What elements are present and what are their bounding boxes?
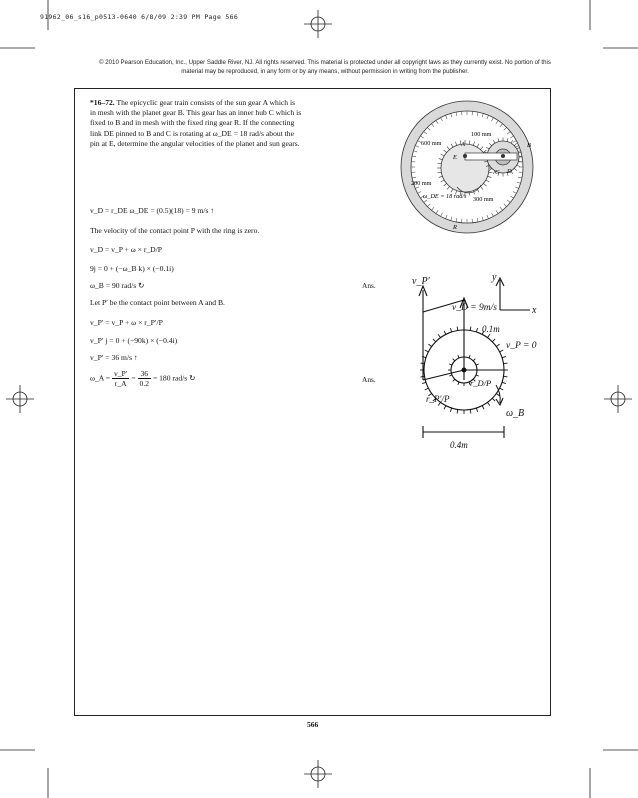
- gear-tooth: [488, 402, 490, 405]
- label-B: B: [527, 142, 531, 149]
- answer-label-2: Ans.: [362, 375, 376, 384]
- sketch-omega-b: ω_B: [506, 408, 525, 419]
- fraction-numerator-2: 36: [138, 369, 152, 379]
- fraction-vp-ra: [112, 369, 129, 388]
- gear-tooth: [444, 331, 446, 335]
- sketch-rpp: r_P′/P: [426, 394, 450, 404]
- dim-100: 100 mm: [471, 131, 492, 138]
- pin-E: [463, 154, 467, 158]
- gear-tooth: [470, 410, 471, 414]
- solution-line-6: Let P′ be the contact point between A and B.: [90, 298, 225, 307]
- gear-tooth: [453, 379, 455, 381]
- gear-tooth: [482, 406, 484, 410]
- copyright-notice: © 2010 Pearson Education, Inc., Upper Saddle River, NJ. All rights reserved. This material is protected under all copyright laws as they currently exist. No portion of this material may be reproduced, in any form or by any means, without permission in writing from the publisher.: [99, 59, 551, 75]
- sketch-vp0: v_P = 0: [506, 341, 537, 351]
- solution-line-1: v_D = r_DE ω_DE = (0.5)(18) = 9 m/s ↑: [90, 206, 215, 215]
- gear-tooth: [425, 350, 429, 352]
- gear-tooth: [500, 388, 504, 390]
- gear-tooth: [449, 375, 452, 376]
- gear-tooth: [476, 408, 477, 412]
- gear-tooth: [500, 350, 504, 352]
- gear-tooth: [453, 359, 455, 361]
- omega-a-result: = 180 rad/s ↻: [152, 373, 196, 383]
- file-header: 91962_06_s16_p0513-0640 6/8/09 2:39 PM Page 566: [40, 13, 239, 21]
- sketch-r01: 0.1m: [482, 324, 500, 334]
- label-E: E: [453, 154, 457, 161]
- sketch-axis-x: x: [532, 305, 537, 316]
- gear-tooth: [422, 382, 426, 383]
- gear-tooth: [502, 356, 506, 357]
- gear-train-figure: [385, 95, 555, 235]
- sketch-center-pin: [462, 368, 467, 373]
- dim-200: 200 mm: [411, 180, 432, 187]
- fraction-denominator-2: 0.2: [139, 379, 150, 388]
- gear-tooth: [421, 363, 425, 364]
- gear-tooth: [476, 375, 479, 376]
- gear-tooth: [457, 410, 458, 414]
- solution-line-3: v_D = v_P + ω × r_D/P: [90, 245, 162, 254]
- gear-tooth: [458, 355, 459, 358]
- gear-tooth: [504, 376, 508, 377]
- solution-line-7: v_P′ = v_P + ω × r_P′/P: [90, 318, 163, 327]
- gear-tooth: [476, 364, 479, 365]
- gear-tooth: [433, 339, 436, 342]
- omega-a-lhs: ω_A =: [90, 373, 111, 383]
- gear-tooth: [438, 334, 440, 337]
- gear-tooth: [469, 355, 470, 358]
- sketch-rdp: r_D/P: [470, 378, 492, 388]
- gear-tooth: [450, 328, 451, 332]
- gear-tooth: [492, 339, 495, 342]
- solution-line-9: v_P′ = 36 m/s ↑: [90, 353, 138, 362]
- fraction-numerator-1: v_P′: [113, 369, 128, 378]
- problem-statement: [90, 98, 302, 149]
- gear-tooth: [473, 359, 475, 361]
- omega-de-label: ω_DE = 18 rad/s: [423, 193, 467, 200]
- fraction-denominator-1: r_A: [114, 379, 127, 388]
- velocity-sketch: [398, 262, 548, 452]
- gear-tooth: [492, 398, 495, 401]
- label-D: D: [507, 168, 512, 175]
- problem-text: The epicyclic gear train consists of the sun gear A which is in mesh with the planet gear B. This gear has an inner hub C which is fixed to B and in mesh with the fixed ring gear R. If the connecting link DE pinned to B and C is rotating at ω_DE = 18 rad/s about the pin at E, determine the angular velocities of the planet and sun gears.: [90, 98, 302, 148]
- dim-300: 300 mm: [473, 196, 494, 203]
- gear-tooth: [504, 363, 508, 364]
- answer-label-1: Ans.: [362, 281, 376, 290]
- solution-line-2: The velocity of the contact point P with the ring is zero.: [90, 226, 260, 235]
- gear-tooth: [457, 327, 458, 331]
- gear-tooth: [470, 327, 471, 331]
- fraction-36-02: [138, 369, 152, 388]
- gear-tooth: [444, 406, 446, 410]
- gear-tooth: [450, 408, 451, 412]
- solution-line-10: [90, 369, 195, 388]
- sketch-vp-prime: v_P′: [412, 276, 430, 287]
- gear-tooth: [421, 376, 425, 377]
- solution-line-8: v_P′ j = 0 + (−90k) × (−0.4i): [90, 336, 178, 345]
- sun-gear-A: [441, 144, 489, 192]
- solution-line-4: 9j = 0 + (−ω_B k) × (−0.1i): [90, 264, 174, 273]
- link-DE: [465, 153, 517, 160]
- gear-tooth: [458, 382, 459, 385]
- pin-D: [501, 154, 505, 158]
- page-number: 566: [307, 720, 319, 729]
- gear-tooth: [502, 382, 506, 383]
- gear-tooth: [488, 334, 490, 337]
- sketch-axis-y: y: [492, 272, 497, 283]
- sketch-dim-04: 0.4m: [450, 440, 468, 450]
- gear-tooth: [496, 344, 499, 346]
- label-C: C: [495, 169, 500, 176]
- dim-600: 600 mm: [421, 140, 442, 147]
- gear-tooth: [476, 328, 477, 332]
- equals-sign: =: [131, 373, 136, 383]
- sketch-vd: v_D = 9m/s: [452, 303, 497, 313]
- label-A: A: [461, 141, 465, 148]
- gear-tooth: [425, 388, 429, 390]
- solution-line-5: ω_B = 90 rad/s ↻: [90, 281, 145, 290]
- label-R: R: [453, 224, 457, 231]
- gear-tooth: [449, 364, 452, 365]
- problem-number: *16–72.: [90, 98, 115, 107]
- gear-tooth: [428, 344, 431, 346]
